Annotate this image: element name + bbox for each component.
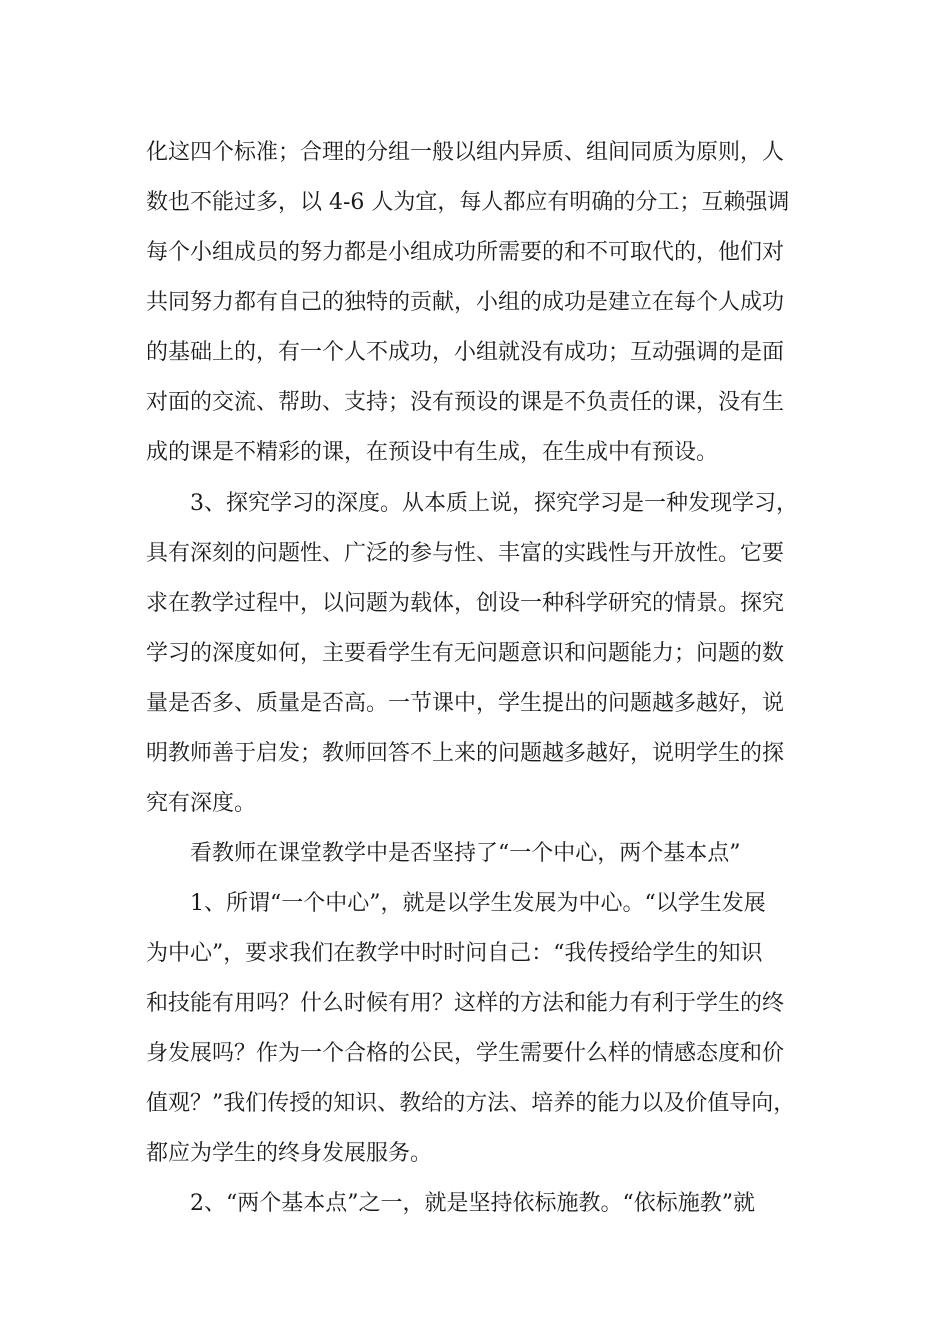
paragraph-start-line: 3、探究学习的深度。从本质上说，探究学习是一种发现学习，	[190, 491, 798, 516]
section-heading-line: 看教师在课堂教学中是否坚持了“一个中心，两个基本点”	[190, 841, 741, 866]
text-line: 值观？”我们传授的知识、教给的方法、培养的能力以及价值导向，	[146, 1091, 796, 1116]
text-line: 成的课是不精彩的课，在预设中有生成，在生成中有预设。	[146, 440, 719, 465]
text-line: 数也不能过多，以 4-6 人为宜，每人都应有明确的分工；互赖强调	[146, 190, 790, 215]
text-line: 身发展吗？作为一个合格的公民，学生需要什么样的情感态度和价	[146, 1041, 785, 1066]
text-line: 学习的深度如何，主要看学生有无问题意识和问题能力；问题的数	[146, 641, 785, 666]
text-line: 共同努力都有自己的独特的贡献，小组的成功是建立在每个人成功	[146, 290, 785, 315]
text-line: 究有深度。	[146, 791, 257, 816]
text-line: 求在教学过程中，以问题为载体，创设一种科学研究的情景。探究	[146, 591, 785, 616]
text-line: 明教师善于启发；教师回答不上来的问题越多越好，说明学生的探	[146, 741, 785, 766]
text-line: 都应为学生的终身发展服务。	[146, 1141, 433, 1166]
paragraph-start-line: 1、所谓“一个中心”，就是以学生发展为中心。“以学生发展	[190, 891, 766, 916]
text-line: 为中心”，要求我们在教学中时时问自己：“我传授给学生的知识	[146, 941, 763, 966]
text-line: 化这四个标准；合理的分组一般以组内异质、组间同质为原则，人	[146, 140, 785, 165]
text-line: 每个小组成员的努力都是小组成功所需要的和不可取代的，他们对	[146, 240, 785, 265]
text-line: 和技能有用吗？什么时候有用？这样的方法和能力有利于学生的终	[146, 991, 785, 1016]
text-line: 具有深刻的问题性、广泛的参与性、丰富的实践性与开放性。它要	[146, 541, 785, 566]
paragraph-start-line: 2、“两个基本点”之一，就是坚持依标施教。“依标施教”就	[190, 1191, 755, 1216]
text-line: 的基础上的，有一个人不成功，小组就没有成功；互动强调的是面	[146, 340, 785, 365]
text-line: 对面的交流、帮助、支持；没有预设的课是不负责任的课，没有生	[146, 390, 785, 415]
text-line: 量是否多、质量是否高。一节课中，学生提出的问题越多越好，说	[146, 691, 785, 716]
